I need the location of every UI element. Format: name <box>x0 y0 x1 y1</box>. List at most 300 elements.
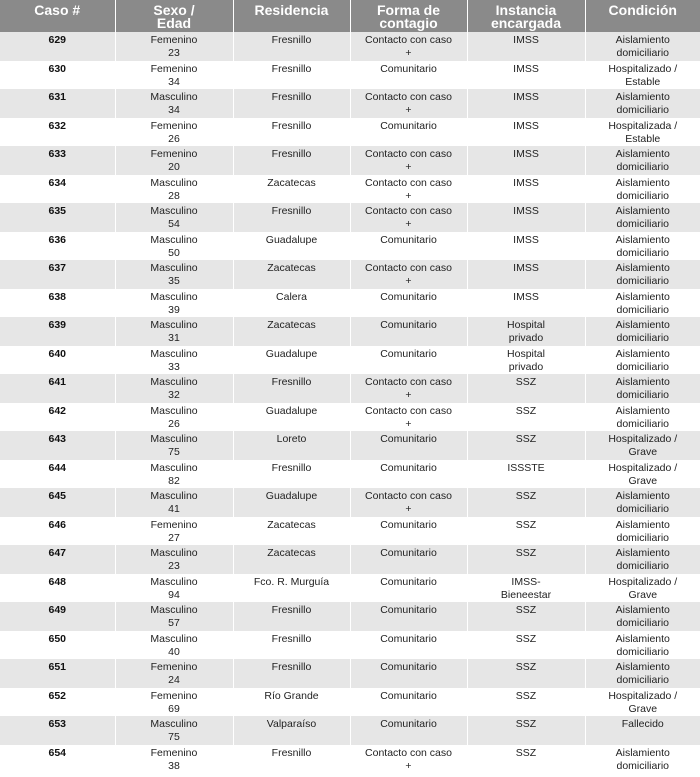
header-residencia <box>233 0 350 32</box>
condicion-cell <box>585 317 700 346</box>
condicion-cell-line: Aislamiento <box>615 490 670 502</box>
residencia-cell <box>233 517 350 546</box>
instancia-cell-line: ISSSTE <box>507 461 545 474</box>
caso-cell <box>0 545 115 574</box>
residencia-cell <box>233 317 350 346</box>
sexo-edad-cell <box>115 403 233 432</box>
sexo-edad-cell <box>115 545 233 574</box>
forma-contagio-cell <box>350 89 467 118</box>
instancia-cell <box>467 146 585 175</box>
sexo-edad-cell-line: 75 <box>168 731 180 743</box>
instancia-cell-line: IMSS <box>513 233 539 246</box>
caso-cell-line: 648 <box>48 575 67 588</box>
caso-cell-line: 650 <box>48 632 67 645</box>
caso-cell <box>0 631 115 660</box>
condicion-cell <box>585 403 700 432</box>
residencia-cell <box>233 403 350 432</box>
condicion-cell <box>585 460 700 489</box>
residencia-cell <box>233 488 350 517</box>
instancia-cell <box>467 431 585 460</box>
condicion-cell-line: Aislamiento <box>615 632 670 645</box>
residencia-cell <box>233 346 350 375</box>
forma-contagio-cell <box>350 61 467 90</box>
forma-contagio-cell <box>350 460 467 489</box>
forma-contagio-cell-line: Contacto con caso <box>365 176 452 189</box>
forma-contagio-cell-line: Comunitario <box>380 689 437 702</box>
condicion-cell-line: domiciliario <box>616 759 669 772</box>
caso-cell-line: 635 <box>48 205 67 217</box>
forma-contagio-cell <box>350 403 467 432</box>
condicion-cell <box>585 32 700 61</box>
residencia-cell <box>233 232 350 261</box>
forma-contagio-cell <box>350 346 467 375</box>
sexo-edad-cell <box>115 602 233 631</box>
caso-cell <box>0 745 115 774</box>
instancia-cell <box>467 659 585 688</box>
condicion-cell-line: domiciliario <box>616 189 669 202</box>
sexo-edad-cell-line: Masculino <box>150 176 198 189</box>
caso-cell <box>0 517 115 546</box>
residencia-cell <box>233 260 350 289</box>
sexo-edad-cell-line: 20 <box>168 161 180 173</box>
condicion-cell <box>585 602 700 631</box>
condicion-cell-line: Aislamiento <box>615 262 670 274</box>
sexo-edad-cell-line: Femenino <box>150 119 198 132</box>
sexo-edad-cell-line: 34 <box>168 104 180 116</box>
forma-contagio-cell <box>350 545 467 574</box>
instancia-cell-line: SSZ <box>515 604 537 616</box>
condicion-cell-line: Aislamiento <box>615 376 670 388</box>
forma-contagio-cell-line: Contacto con caso <box>365 148 452 160</box>
sexo-edad-cell-line: Masculino <box>150 290 198 303</box>
condicion-cell-line: domiciliario <box>616 503 669 515</box>
condicion-cell-line: Aislamiento <box>615 746 670 759</box>
instancia-cell-line: IMSS <box>513 62 539 75</box>
forma-contagio-cell <box>350 203 467 232</box>
forma-contagio-cell-line: + <box>405 389 412 401</box>
instancia-cell <box>467 460 585 489</box>
condicion-cell-line: domiciliario <box>616 674 669 686</box>
forma-contagio-cell <box>350 517 467 546</box>
sexo-edad-cell <box>115 232 233 261</box>
condicion-cell-line: Aislamiento <box>615 404 670 417</box>
sexo-edad-cell-line: 34 <box>168 75 180 88</box>
table-row <box>0 631 700 660</box>
condicion-cell-line: Fallecido <box>621 718 664 730</box>
caso-cell-line: 647 <box>48 547 67 559</box>
sexo-edad-cell-line: Masculino <box>150 718 198 730</box>
residencia-cell <box>233 203 350 232</box>
instancia-cell-line: SSZ <box>515 746 537 759</box>
sexo-edad-cell-line: Masculino <box>150 433 198 445</box>
instancia-cell-line: SSZ <box>515 718 537 730</box>
instancia-cell-line: Bieneestar <box>500 588 552 601</box>
residencia-cell <box>233 32 350 61</box>
condicion-cell-line: Grave <box>628 588 658 601</box>
forma-contagio-cell-line: Contacto con caso <box>365 262 452 274</box>
instancia-cell-line: IMSS- <box>511 575 541 588</box>
caso-cell <box>0 61 115 90</box>
sexo-edad-cell <box>115 118 233 147</box>
table-row <box>0 118 700 147</box>
sexo-edad-cell-line: 28 <box>168 189 180 202</box>
sexo-edad-cell <box>115 32 233 61</box>
sexo-edad-cell-line: Femenino <box>150 661 198 673</box>
forma-contagio-cell-line: Comunitario <box>380 319 437 331</box>
residencia-cell-line: Zacatecas <box>267 176 316 189</box>
condicion-cell-line: domiciliario <box>616 389 669 401</box>
sexo-edad-cell-line: 69 <box>168 702 180 715</box>
sexo-edad-cell-line: 50 <box>168 246 180 259</box>
condicion-cell <box>585 232 700 261</box>
instancia-cell-line: SSZ <box>515 433 537 445</box>
forma-contagio-cell-line: Comunitario <box>380 290 437 303</box>
sexo-edad-cell-line: Femenino <box>150 148 198 160</box>
condicion-cell-line: Aislamiento <box>615 347 670 360</box>
sexo-edad-cell-line: 57 <box>168 617 180 629</box>
residencia-cell-line: Fresnillo <box>271 62 312 75</box>
forma-contagio-cell-line: Comunitario <box>380 604 437 616</box>
caso-cell <box>0 346 115 375</box>
residencia-cell-line: Fresnillo <box>271 461 312 474</box>
instancia-cell <box>467 317 585 346</box>
sexo-edad-cell-line: Masculino <box>150 547 198 559</box>
condicion-cell-line: Hospitalizada / <box>608 119 678 132</box>
condicion-cell-line: Hospitalizado / <box>608 461 678 474</box>
header-condicion <box>585 0 700 32</box>
condicion-cell <box>585 118 700 147</box>
caso-cell-line: 642 <box>48 404 67 417</box>
caso-cell-line: 630 <box>48 62 67 75</box>
instancia-cell <box>467 688 585 717</box>
caso-cell <box>0 716 115 745</box>
residencia-cell <box>233 61 350 90</box>
condicion-cell-line: domiciliario <box>616 246 669 259</box>
sexo-edad-cell-line: 26 <box>168 132 180 145</box>
instancia-cell <box>467 602 585 631</box>
residencia-cell-line: Guadalupe <box>265 347 318 360</box>
sexo-edad-cell-line: 39 <box>168 303 180 316</box>
residencia-cell <box>233 146 350 175</box>
sexo-edad-cell <box>115 631 233 660</box>
forma-contagio-cell <box>350 688 467 717</box>
sexo-edad-cell <box>115 745 233 774</box>
caso-cell <box>0 488 115 517</box>
instancia-cell-line: SSZ <box>515 518 537 531</box>
header-instancia-line-1: Instancia <box>495 2 557 18</box>
forma-contagio-cell <box>350 574 467 603</box>
forma-contagio-cell-line: Comunitario <box>380 661 437 673</box>
sexo-edad-cell-line: Masculino <box>150 233 198 246</box>
table-row <box>0 403 700 432</box>
table-row <box>0 32 700 61</box>
condicion-cell <box>585 346 700 375</box>
caso-cell-line: 637 <box>48 262 67 274</box>
header-forma-line-2: contagio <box>379 15 438 31</box>
sexo-edad-cell <box>115 203 233 232</box>
caso-cell <box>0 175 115 204</box>
instancia-cell <box>467 260 585 289</box>
sexo-edad-cell-line: 54 <box>168 218 180 230</box>
condicion-cell-line: Aislamiento <box>615 233 670 246</box>
residencia-cell-line: Zacatecas <box>267 262 316 274</box>
table-row <box>0 745 700 774</box>
instancia-cell <box>467 289 585 318</box>
forma-contagio-cell <box>350 289 467 318</box>
table-row <box>0 517 700 546</box>
instancia-cell <box>467 374 585 403</box>
forma-contagio-cell-line: Comunitario <box>380 233 437 246</box>
condicion-cell <box>585 289 700 318</box>
residencia-cell-line: Fresnillo <box>271 148 312 160</box>
forma-contagio-cell-line: + <box>405 759 412 772</box>
sexo-edad-cell <box>115 146 233 175</box>
residencia-cell <box>233 374 350 403</box>
sexo-edad-cell-line: 23 <box>168 47 180 59</box>
forma-contagio-cell <box>350 602 467 631</box>
condicion-cell <box>585 517 700 546</box>
forma-contagio-cell-line: Comunitario <box>380 547 437 559</box>
sexo-edad-cell <box>115 688 233 717</box>
header-condicion-line-1: Condición <box>608 2 677 18</box>
sexo-edad-cell-line: 38 <box>168 759 180 772</box>
residencia-cell <box>233 431 350 460</box>
condicion-cell-line: Aislamiento <box>615 34 670 46</box>
sexo-edad-cell <box>115 517 233 546</box>
residencia-cell-line: Fresnillo <box>271 632 312 645</box>
table-row <box>0 203 700 232</box>
residencia-cell <box>233 716 350 745</box>
instancia-cell-line: SSZ <box>515 376 537 388</box>
header-row <box>0 0 700 32</box>
forma-contagio-cell <box>350 175 467 204</box>
residencia-cell-line: Zacatecas <box>267 547 316 559</box>
sexo-edad-cell <box>115 317 233 346</box>
header-sexo-edad <box>115 0 233 32</box>
table-row <box>0 146 700 175</box>
forma-contagio-cell <box>350 118 467 147</box>
condicion-cell-line: Aislamiento <box>615 148 670 160</box>
sexo-edad-cell-line: 26 <box>168 417 180 430</box>
condicion-cell-line: Estable <box>625 75 661 88</box>
residencia-cell-line: Fresnillo <box>271 205 312 217</box>
condicion-cell-line: Hospitalizado / <box>608 433 678 445</box>
header-forma-contagio <box>350 0 467 32</box>
condicion-cell-line: Hospitalizado / <box>608 689 678 702</box>
caso-cell <box>0 118 115 147</box>
condicion-cell-line: domiciliario <box>616 218 669 230</box>
instancia-cell-line: IMSS <box>513 205 539 217</box>
forma-contagio-cell <box>350 32 467 61</box>
condicion-cell <box>585 545 700 574</box>
condicion-cell <box>585 716 700 745</box>
caso-cell <box>0 403 115 432</box>
sexo-edad-cell <box>115 574 233 603</box>
sexo-edad-cell-line: Masculino <box>150 347 198 360</box>
table-row <box>0 374 700 403</box>
condicion-cell <box>585 61 700 90</box>
sexo-edad-cell <box>115 488 233 517</box>
forma-contagio-cell-line: Comunitario <box>380 518 437 531</box>
residencia-cell-line: Zacatecas <box>267 319 316 331</box>
sexo-edad-cell-line: Masculino <box>150 376 198 388</box>
caso-cell-line: 651 <box>48 661 67 673</box>
caso-cell <box>0 232 115 261</box>
caso-cell-line: 639 <box>48 319 67 331</box>
table-row <box>0 488 700 517</box>
forma-contagio-cell-line: + <box>405 189 412 202</box>
forma-contagio-cell-line: Comunitario <box>380 461 437 474</box>
condicion-cell <box>585 374 700 403</box>
table-header <box>0 0 700 32</box>
sexo-edad-cell-line: 32 <box>168 389 180 401</box>
header-forma-line-1: Forma de <box>376 2 440 18</box>
instancia-cell <box>467 545 585 574</box>
caso-cell <box>0 602 115 631</box>
condicion-cell-line: Estable <box>625 132 661 145</box>
header-residencia-line-1: Residencia <box>254 2 329 18</box>
table-row <box>0 460 700 489</box>
condicion-cell-line: Aislamiento <box>615 91 670 103</box>
sexo-edad-cell <box>115 175 233 204</box>
forma-contagio-cell <box>350 317 467 346</box>
sexo-edad-cell <box>115 346 233 375</box>
residencia-cell-line: Río Grande <box>264 689 319 702</box>
instancia-cell-line: IMSS <box>513 176 539 189</box>
forma-contagio-cell-line: + <box>405 104 412 116</box>
forma-contagio-cell-line: + <box>405 275 412 287</box>
condicion-cell-line: domiciliario <box>616 47 669 59</box>
caso-cell-line: 633 <box>48 148 67 160</box>
sexo-edad-cell-line: 31 <box>168 332 180 344</box>
instancia-cell <box>467 631 585 660</box>
sexo-edad-cell-line: 33 <box>168 360 180 373</box>
sexo-edad-cell-line: Masculino <box>150 604 198 616</box>
instancia-cell-line: IMSS <box>513 290 539 303</box>
caso-cell-line: 645 <box>48 490 67 502</box>
forma-contagio-cell-line: Contacto con caso <box>365 91 452 103</box>
forma-contagio-cell <box>350 260 467 289</box>
condicion-cell <box>585 146 700 175</box>
forma-contagio-cell-line: Comunitario <box>380 347 437 360</box>
caso-cell <box>0 289 115 318</box>
sexo-edad-cell-line: Masculino <box>150 490 198 502</box>
residencia-cell <box>233 118 350 147</box>
residencia-cell-line: Guadalupe <box>265 233 318 246</box>
caso-cell-line: 644 <box>48 461 67 474</box>
table-row <box>0 431 700 460</box>
instancia-cell-line: privado <box>508 332 544 344</box>
instancia-cell-line: IMSS <box>513 34 539 46</box>
forma-contagio-cell-line: Comunitario <box>380 62 437 75</box>
instancia-cell-line: SSZ <box>515 689 537 702</box>
caso-cell <box>0 688 115 717</box>
residencia-cell-line: Fresnillo <box>271 604 312 616</box>
table-row <box>0 574 700 603</box>
table-row <box>0 289 700 318</box>
caso-cell <box>0 32 115 61</box>
instancia-cell-line: IMSS <box>513 262 539 274</box>
condicion-cell <box>585 89 700 118</box>
forma-contagio-cell <box>350 659 467 688</box>
forma-contagio-cell <box>350 745 467 774</box>
condicion-cell-line: domiciliario <box>616 275 669 287</box>
condicion-cell-line: domiciliario <box>616 332 669 344</box>
sexo-edad-cell-line: Femenino <box>150 746 198 759</box>
header-caso <box>0 0 115 32</box>
instancia-cell <box>467 203 585 232</box>
condicion-cell <box>585 175 700 204</box>
instancia-cell-line: SSZ <box>515 404 537 417</box>
sexo-edad-cell <box>115 89 233 118</box>
residencia-cell <box>233 659 350 688</box>
condicion-cell-line: Aislamiento <box>615 290 670 303</box>
condicion-cell-line: domiciliario <box>616 161 669 173</box>
condicion-cell-line: domiciliario <box>616 360 669 373</box>
header-instancia-line-2: encargada <box>490 15 562 31</box>
forma-contagio-cell-line: Comunitario <box>380 119 437 132</box>
instancia-cell <box>467 89 585 118</box>
condicion-cell-line: Aislamiento <box>615 518 670 531</box>
instancia-cell <box>467 118 585 147</box>
residencia-cell-line: Fresnillo <box>271 119 312 132</box>
forma-contagio-cell <box>350 232 467 261</box>
instancia-cell <box>467 232 585 261</box>
sexo-edad-cell-line: Masculino <box>150 205 198 217</box>
instancia-cell-line: Hospital <box>507 347 545 360</box>
sexo-edad-cell-line: 75 <box>168 446 180 458</box>
sexo-edad-cell-line: Masculino <box>150 262 198 274</box>
condicion-cell-line: Aislamiento <box>615 205 670 217</box>
sexo-edad-cell <box>115 374 233 403</box>
condicion-cell-line: Grave <box>628 702 658 715</box>
residencia-cell-line: Fco. R. Murguía <box>253 575 330 588</box>
instancia-cell <box>467 716 585 745</box>
caso-cell <box>0 89 115 118</box>
residencia-cell-line: Fresnillo <box>271 91 312 103</box>
sexo-edad-cell-line: Femenino <box>150 34 198 46</box>
instancia-cell <box>467 346 585 375</box>
condicion-cell-line: Grave <box>628 446 658 458</box>
condicion-cell <box>585 431 700 460</box>
caso-cell-line: 641 <box>48 376 67 388</box>
residencia-cell-line: Zacatecas <box>267 518 316 531</box>
instancia-cell-line: IMSS <box>513 119 539 132</box>
forma-contagio-cell <box>350 374 467 403</box>
forma-contagio-cell-line: + <box>405 503 412 515</box>
instancia-cell <box>467 517 585 546</box>
header-instancia <box>467 0 585 32</box>
forma-contagio-cell-line: Comunitario <box>380 575 437 588</box>
sexo-edad-cell-line: 94 <box>168 588 180 601</box>
sexo-edad-cell-line: 82 <box>168 474 180 487</box>
instancia-cell-line: SSZ <box>515 547 537 559</box>
table-row <box>0 602 700 631</box>
sexo-edad-cell <box>115 260 233 289</box>
sexo-edad-cell-line: Masculino <box>150 319 198 331</box>
instancia-cell <box>467 745 585 774</box>
caso-cell-line: 634 <box>48 176 67 189</box>
caso-cell <box>0 146 115 175</box>
caso-cell-line: 636 <box>48 233 67 246</box>
caso-cell-line: 631 <box>48 91 67 103</box>
caso-cell-line: 653 <box>48 718 67 730</box>
header-sexo-line-1: Sexo / <box>153 2 195 18</box>
condicion-cell-line: Hospitalizado / <box>608 62 678 75</box>
header-sexo-line-2: Edad <box>156 15 192 31</box>
instancia-cell <box>467 32 585 61</box>
condicion-cell-line: domiciliario <box>616 303 669 316</box>
